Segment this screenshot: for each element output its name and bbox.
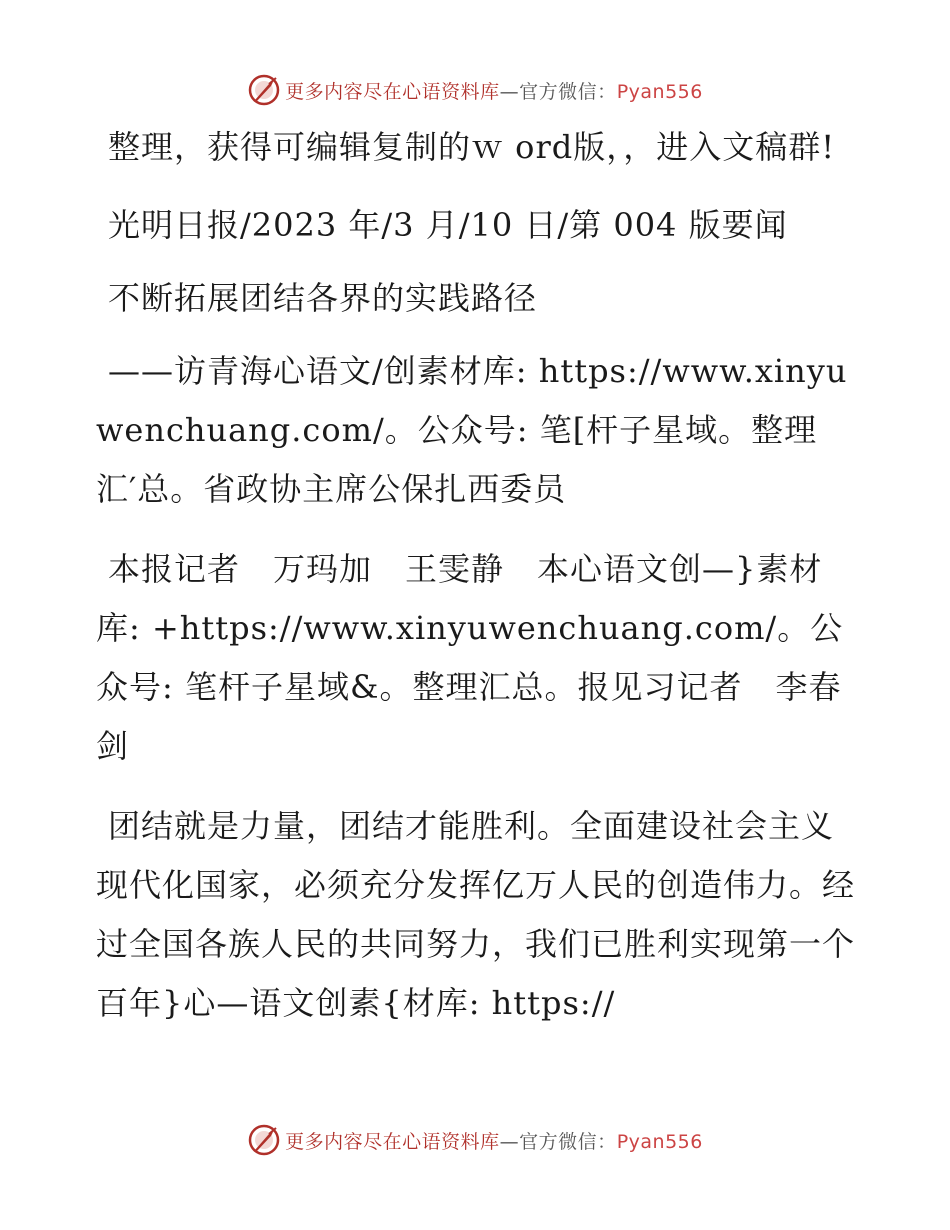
watermark-separator: — [499, 1130, 520, 1153]
quill-logo-icon [247, 73, 281, 107]
watermark-wechat-label: 官方微信： [519, 80, 617, 103]
source-line: 光明日报/2023 年/3 月/10 日/第 004 版要闻 [108, 206, 788, 244]
footer-watermark-banner [0, 1120, 950, 1160]
watermark-text [285, 77, 703, 104]
watermark-separator: — [499, 80, 520, 103]
watermark-main: 更多内容尽在心语资料库 [285, 80, 500, 103]
intro-paragraph: 整理，获得可编辑复制的ｗ ord版，，进入文稿群! [108, 128, 836, 166]
watermark-main: 更多内容尽在心语资料库 [285, 1130, 500, 1153]
byline: 本报记者 万玛加 王雯静 本心语文创—}素材库: +https://www.xinyuwenchuang.com/。公众号: 笔杆子星域&。整理汇总。报见习记者 李春剑 [96, 550, 844, 765]
header-watermark-banner [0, 70, 950, 110]
watermark-account: Pyan556 [616, 1130, 703, 1153]
article-title: 不断拓展团结各界的实践路径 [108, 279, 538, 317]
document-body [96, 118, 856, 1054]
watermark-text [285, 1127, 703, 1154]
article-subtitle: ——访青海心语文/创素材库: https://www.xinyuwenchuang.com/。公众号: 笔[杆子星域。整理汇′总。省政协主席公保扎西委员 [96, 352, 848, 508]
watermark-account: Pyan556 [616, 80, 703, 103]
watermark-wechat-label: 官方微信： [519, 1130, 617, 1153]
quill-logo-icon [247, 1123, 281, 1157]
body-paragraph: 团结就是力量，团结才能胜利。全面建设社会主义现代化国家，必须充分发挥亿万人民的创造伟力。经过全国各族人民的共同努力，我们已胜利实现第一个百年}心—语文创素{材库: https:// [96, 807, 856, 1022]
